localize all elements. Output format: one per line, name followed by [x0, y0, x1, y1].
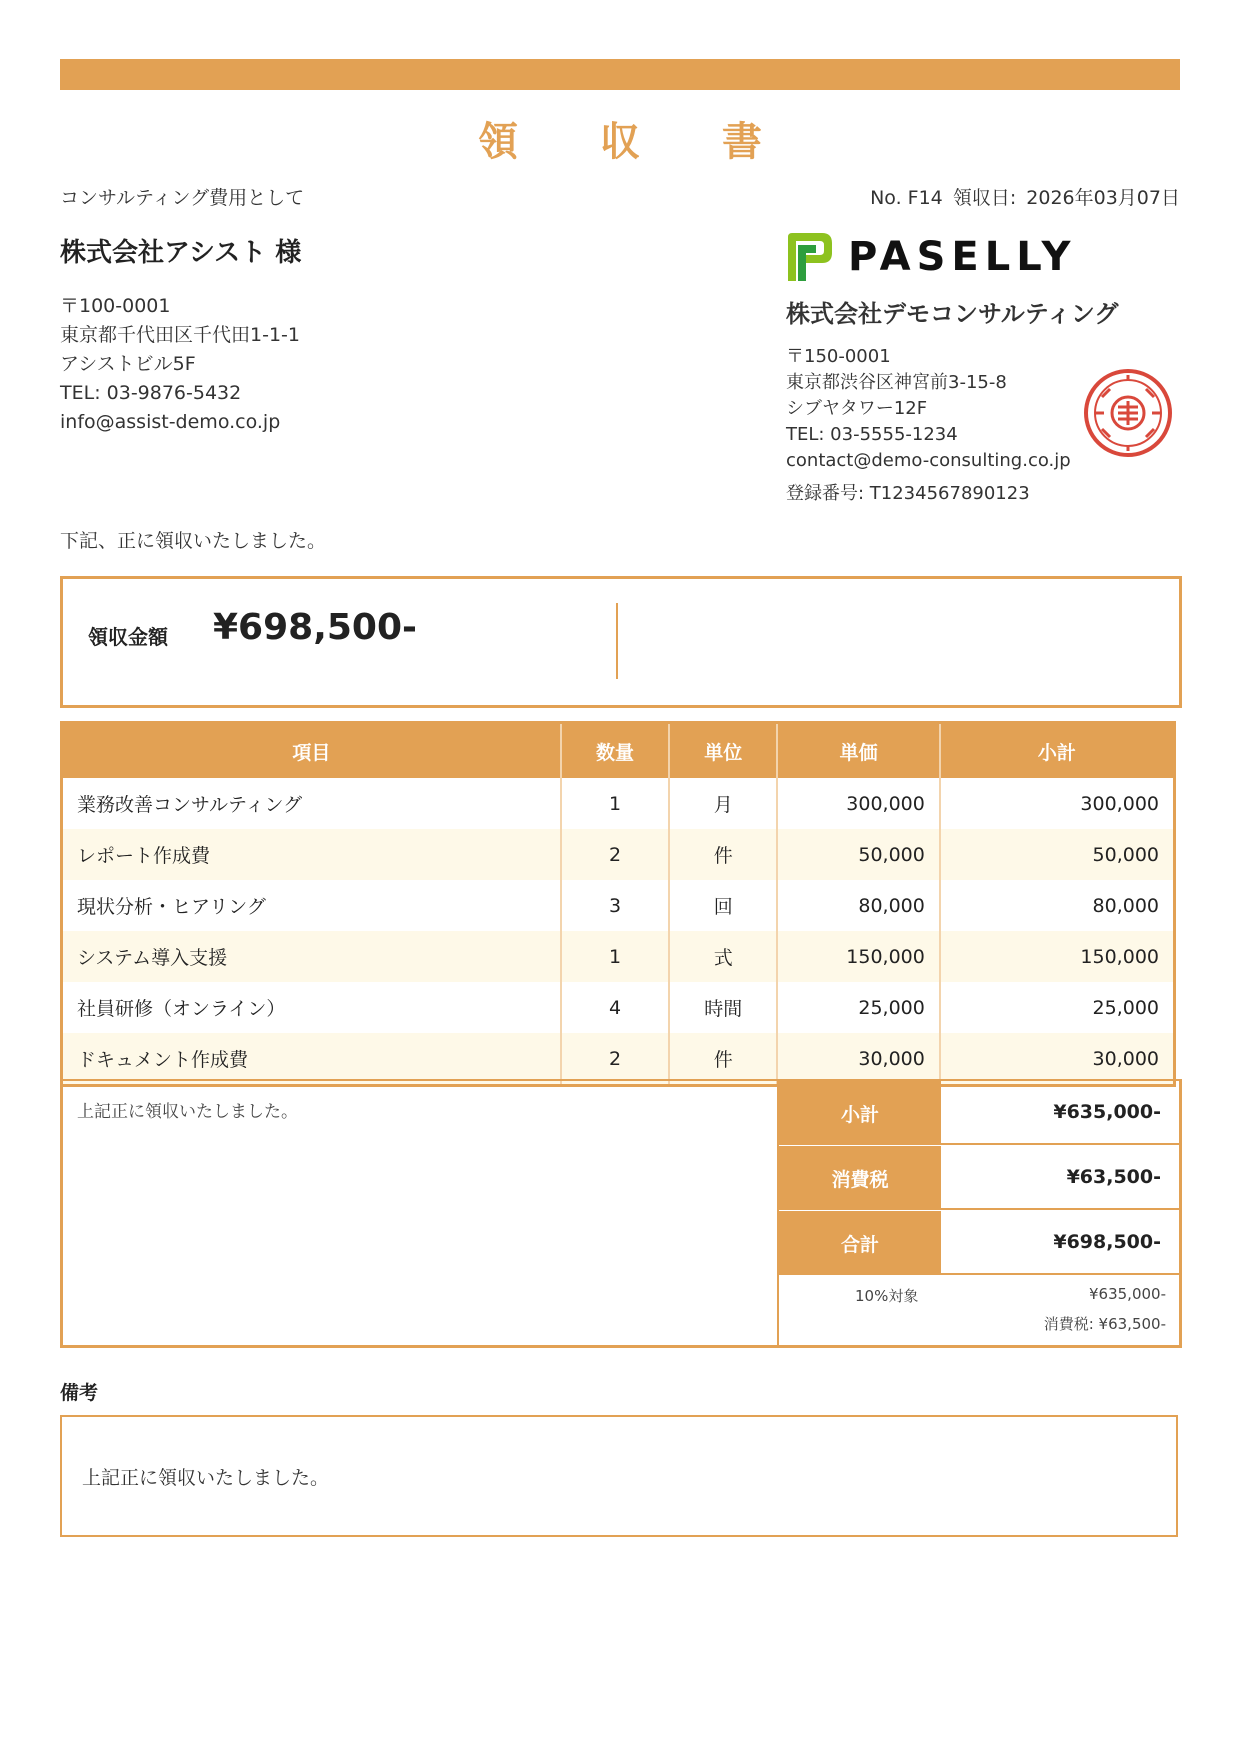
item-price: 150,000 [777, 931, 939, 982]
subtotal-label: 小計 [779, 1081, 941, 1145]
item-subtotal: 30,000 [940, 1033, 1175, 1086]
client-address-line1: 東京都千代田区千代田1-1-1 [60, 324, 300, 346]
total-row [779, 1211, 1179, 1275]
item-price: 300,000 [777, 778, 939, 829]
client-address-line2: アシストビル5F [60, 353, 196, 375]
item-name: 業務改善コンサルティング [62, 778, 561, 829]
total-value: ¥698,500- [941, 1211, 1179, 1275]
issuer-address [786, 344, 1071, 474]
item-name: 現状分析・ヒアリング [62, 880, 561, 931]
header-qty: 数量 [561, 723, 669, 779]
item-unit: 式 [669, 931, 777, 982]
received-statement: 下記、正に領収いたしました。 [60, 530, 327, 552]
tax-base-amount: ¥635,000- [1089, 1285, 1166, 1303]
item-unit: 時間 [669, 982, 777, 1033]
item-unit: 件 [669, 829, 777, 880]
item-name: レポート作成費 [62, 829, 561, 880]
issuer-postal: 〒150-0001 [786, 346, 891, 367]
tax-row [779, 1146, 1179, 1210]
summary-section [60, 1079, 1182, 1348]
company-seal-icon [1082, 367, 1174, 459]
table-row [62, 982, 1175, 1033]
tax-value: ¥63,500- [941, 1146, 1179, 1210]
item-unit: 件 [669, 1033, 777, 1086]
item-price: 25,000 [777, 982, 939, 1033]
amount-box [60, 576, 1182, 708]
table-row [62, 778, 1175, 829]
summary-note: 上記正に領収いたしました。 [77, 1102, 298, 1122]
client-postal: 〒100-0001 [60, 295, 171, 317]
item-price: 80,000 [777, 880, 939, 931]
item-subtotal: 80,000 [1092, 894, 1159, 917]
receipt-purpose: コンサルティング費用として [60, 187, 305, 209]
item-unit: 回 [669, 880, 777, 931]
table-row [62, 829, 1175, 880]
issuer-email: contact@demo-consulting.co.jp [786, 450, 1071, 471]
header-subtotal: 小計 [940, 723, 1175, 779]
top-accent-bar [60, 59, 1180, 90]
header-price: 単価 [777, 723, 939, 779]
item-price: 30,000 [777, 1033, 939, 1086]
issuer-address-line1: 東京都渋谷区神宮前3-15-8 [786, 372, 1007, 393]
issuer-tel: TEL: 03-5555-1234 [786, 424, 958, 445]
document-info [866, 183, 1180, 210]
item-name: 社員研修（オンライン） [62, 982, 561, 1033]
item-qty: 2 [561, 829, 669, 880]
item-name: ドキュメント作成費 [62, 1033, 561, 1086]
item-qty: 4 [561, 982, 669, 1033]
amount-label: 領収金額 [88, 625, 168, 649]
remarks-box [60, 1415, 1178, 1537]
logo-mark-icon [786, 231, 834, 283]
logo-wordmark: PASELLY [848, 234, 1077, 280]
item-subtotal: 50,000 [940, 829, 1175, 880]
date-label: 領収日: [952, 187, 1017, 209]
client-name: 株式会社アシスト 様 [60, 238, 302, 268]
remarks-title: 備考 [60, 1382, 99, 1404]
company-logo [786, 230, 1076, 284]
item-qty: 2 [561, 1033, 669, 1086]
header-item: 項目 [62, 723, 561, 779]
item-subtotal: 150,000 [940, 931, 1175, 982]
remarks-text: 上記正に領収いたしました。 [82, 1467, 330, 1489]
item-qty: 1 [561, 931, 669, 982]
document-title: 領 収 書 [478, 119, 796, 165]
amount-value: ¥698,500- [213, 607, 417, 648]
item-name: システム導入支援 [62, 931, 561, 982]
registration-number: 登録番号: T1234567890123 [786, 483, 1030, 504]
amount-divider [616, 603, 618, 679]
table-header-row [62, 723, 1175, 779]
client-email: info@assist-demo.co.jp [60, 411, 281, 433]
subtotal-row [779, 1081, 1179, 1145]
document-number: No. F14 [870, 187, 943, 209]
issuer-name: 株式会社デモコンサルティング [786, 300, 1119, 328]
items-table [60, 721, 1176, 1087]
item-price: 50,000 [777, 829, 939, 880]
tax-breakdown-amount: 消費税: ¥63,500- [1043, 1315, 1166, 1333]
item-qty: 3 [561, 880, 669, 931]
item-subtotal: 25,000 [1092, 996, 1159, 1019]
client-tel: TEL: 03-9876-5432 [60, 382, 242, 404]
item-subtotal: 300,000 [1080, 792, 1159, 815]
tax-label: 消費税 [779, 1146, 941, 1210]
client-address [60, 292, 300, 437]
tax-rate-label: 10%対象 [855, 1287, 919, 1305]
item-qty: 1 [561, 778, 669, 829]
table-row [62, 931, 1175, 982]
subtotal-value: ¥635,000- [941, 1081, 1179, 1145]
table-row [62, 880, 1175, 931]
header-unit: 単位 [669, 723, 777, 779]
table-row [62, 1033, 1175, 1086]
receipt-date: 2026年03月07日 [1026, 187, 1180, 209]
total-label: 合計 [779, 1211, 941, 1275]
item-unit: 月 [669, 778, 777, 829]
issuer-address-line2: シブヤタワー12F [786, 398, 928, 419]
